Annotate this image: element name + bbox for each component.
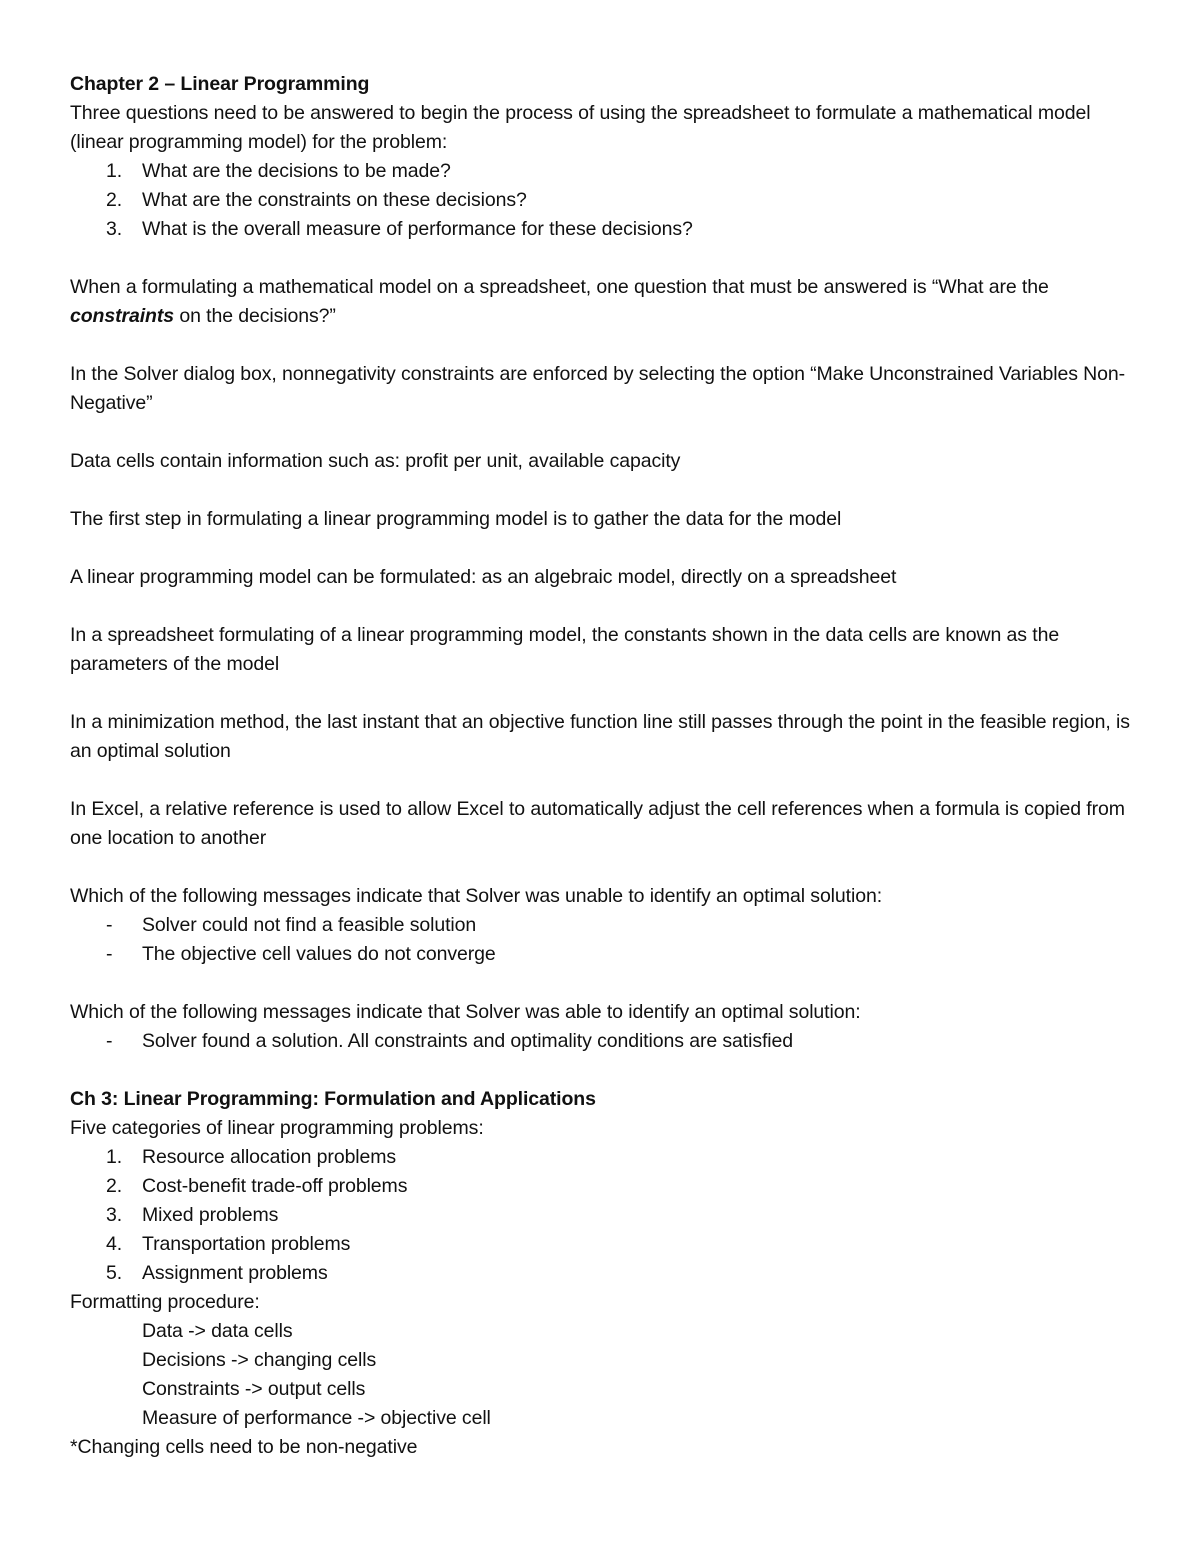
spacer [70,592,1140,621]
list-item-text: What is the overall measure of performance for these decisions? [142,218,693,240]
spacer [70,679,1140,708]
list-item-text: Resource allocation problems [142,1146,397,1168]
list-item-text: Mixed problems [142,1204,279,1226]
minimization-paragraph: In a minimization method, the last instant that an objective function line still passes through the point in the feasible region, is an optimal solution [70,711,1130,762]
ch2-intro-paragraph: Three questions need to be answered to begin the process of using the spreadsheet to formulate a mathematical model (linear programming model) for the problem: [70,102,1091,153]
list-item-text: Assignment problems [142,1262,328,1284]
list-item [70,215,1140,244]
constraints-text-after: on the decisions?” [174,305,336,327]
list-item [70,186,1140,215]
first-step-paragraph: The first step in formulating a linear programming model is to gather the data for the model [70,508,842,530]
list-number: 2. [106,1175,123,1197]
list-item [70,940,1140,969]
list-number: 4. [106,1233,123,1255]
list-item-text: What are the constraints on these decisions? [142,189,527,211]
list-item [70,157,1140,186]
document-page [70,70,1140,1462]
constraints-paragraph [70,273,1140,331]
constraints-text-before: When a formulating a mathematical model on a spreadsheet, one question that must be answered is “What are the [70,276,1049,298]
data-cells-paragraph: Data cells contain information such as: profit per unit, available capacity [70,450,681,472]
list-number: 2. [106,189,123,211]
list-item-text: The objective cell values do not converge [142,943,496,965]
relative-reference-paragraph: In Excel, a relative reference is used to allow Excel to automatically adjust the cell references when a formula is copied from one location to another [70,798,1125,849]
list-item [70,911,1140,940]
procedure-step: Constraints -> output cells [142,1378,366,1400]
list-number: 1. [106,160,123,182]
list-number: 3. [106,218,123,240]
list-item [70,1143,1140,1172]
spacer [70,534,1140,563]
spacer [70,853,1140,882]
list-item [70,1230,1140,1259]
list-number: 1. [106,1146,123,1168]
list-item-text: Solver could not find a feasible solution [142,914,477,936]
changing-cells-note: *Changing cells need to be non-negative [70,1436,418,1458]
list-item [70,1027,1140,1056]
formulated-paragraph: A linear programming model can be formulated: as an algebraic model, directly on a spreadsheet [70,566,897,588]
dash-bullet: - [106,943,113,965]
list-item-text: What are the decisions to be made? [142,160,451,182]
procedure-intro: Formatting procedure: [70,1291,260,1313]
solver-paragraph: In the Solver dialog box, nonnegativity constraints are enforced by selecting the option “Make Unconstrained Variables Non-Negative” [70,363,1126,414]
dash-bullet: - [106,1030,113,1052]
procedure-step: Data -> data cells [142,1320,293,1342]
constraints-emphasis: constraints [70,305,175,327]
procedure-step: Measure of performance -> objective cell [142,1407,491,1429]
categories-intro: Five categories of linear programming problems: [70,1117,484,1139]
list-item-text: Solver found a solution. All constraints and optimality conditions are satisfied [142,1030,794,1052]
chapter-3-heading: Ch 3: Linear Programming: Formulation and Applications [70,1088,596,1110]
spacer [70,476,1140,505]
list-item [70,1172,1140,1201]
parameters-paragraph: In a spreadsheet formulating of a linear programming model, the constants shown in the data cells are known as the parameters of the model [70,624,1060,675]
chapter-2-heading: Chapter 2 – Linear Programming [70,73,370,95]
dash-bullet: - [106,914,113,936]
unable-question: Which of the following messages indicate that Solver was unable to identify an optimal solution: [70,885,883,907]
list-item [70,1259,1140,1288]
able-question: Which of the following messages indicate that Solver was able to identify an optimal solution: [70,1001,861,1023]
spacer [70,969,1140,998]
list-item-text: Cost-benefit trade-off problems [142,1175,408,1197]
spacer [70,331,1140,360]
spacer [70,1056,1140,1085]
spacer [70,244,1140,273]
spacer [70,766,1140,795]
spacer [70,418,1140,447]
list-item-text: Transportation problems [142,1233,351,1255]
list-number: 5. [106,1262,123,1284]
procedure-step: Decisions -> changing cells [142,1349,377,1371]
list-item [70,1201,1140,1230]
list-number: 3. [106,1204,123,1226]
